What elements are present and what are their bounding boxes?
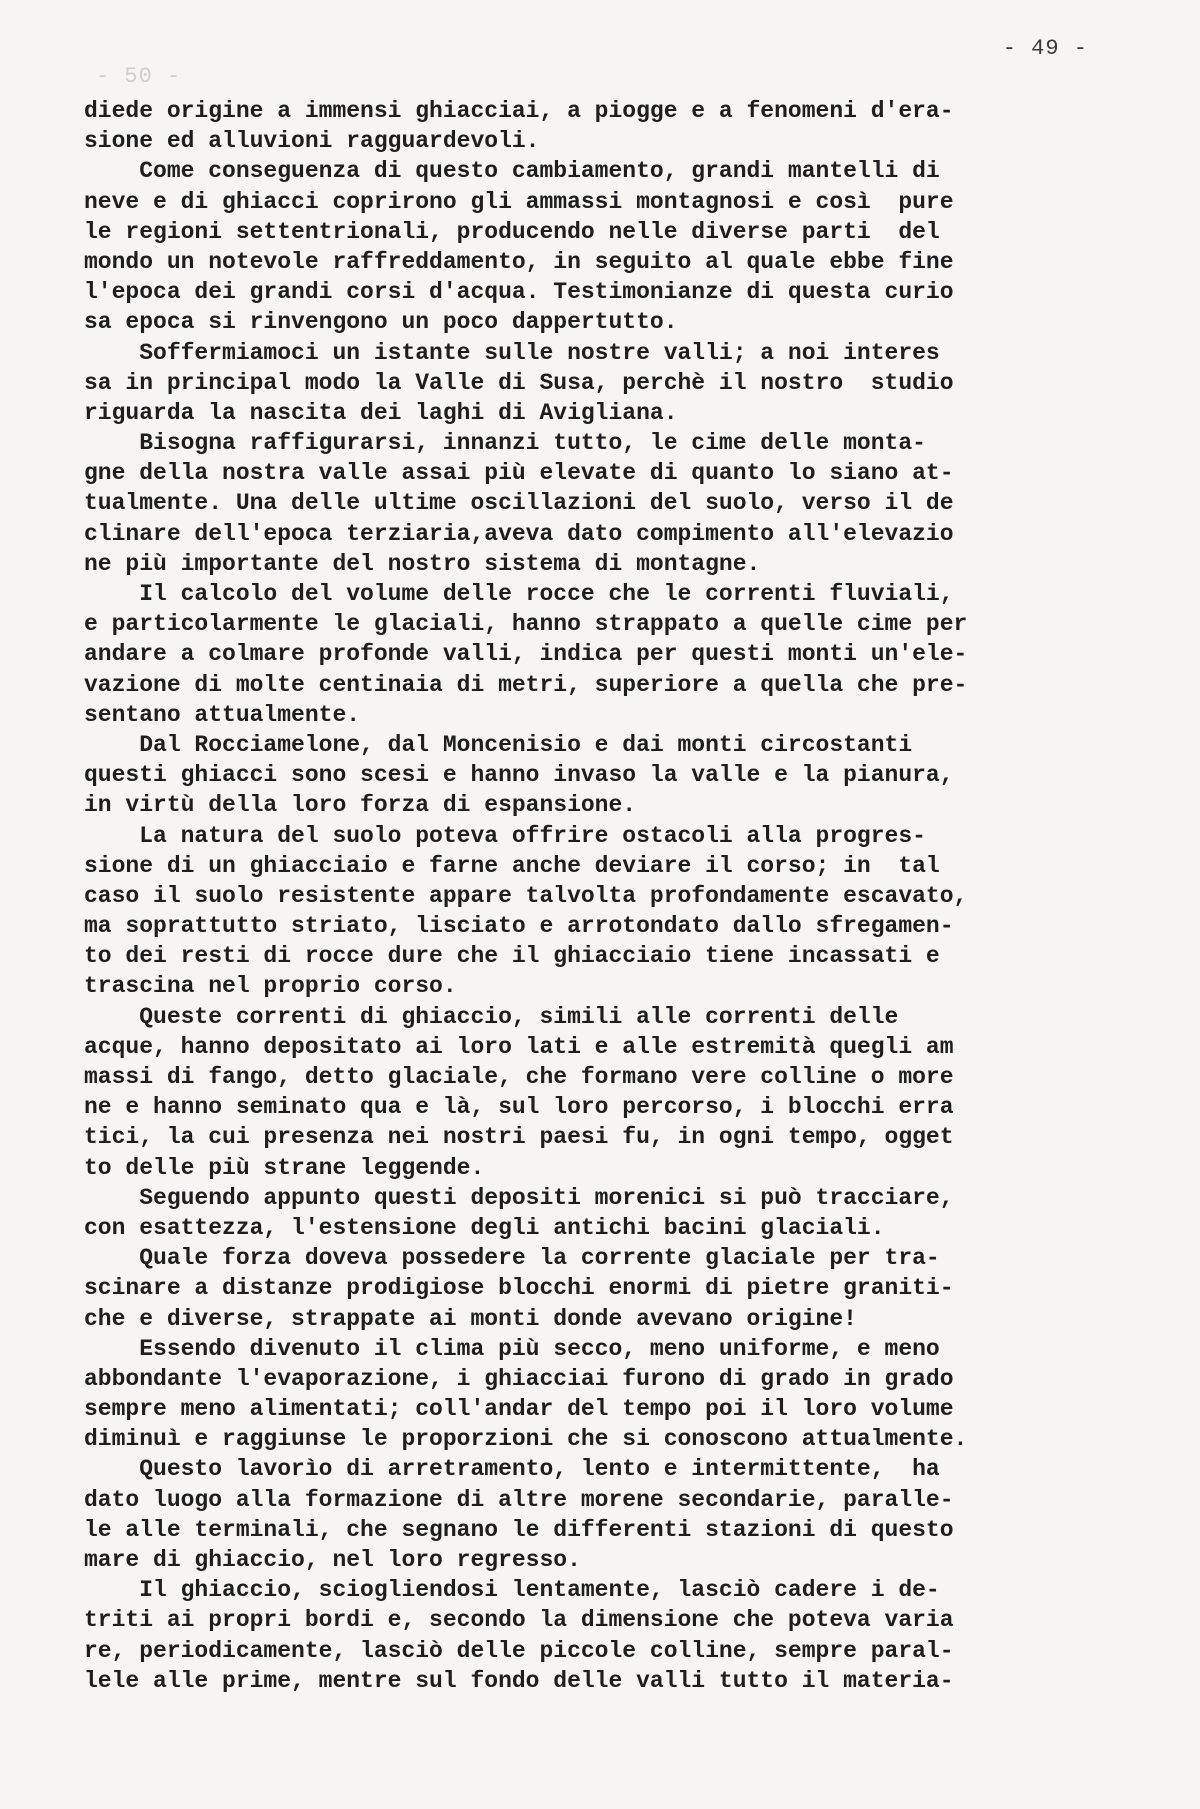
text-line: e particolarmente le glaciali, hanno strappato a quelle cime per bbox=[84, 611, 968, 638]
text-line: sentano attualmente. bbox=[84, 701, 361, 728]
text-line: tici, la cui presenza nei nostri paesi fu, in ogni tempo, ogget bbox=[84, 1124, 954, 1151]
text-line: acque, hanno depositato ai loro lati e alle estremità quegli am bbox=[84, 1033, 954, 1060]
text-line: sione ed alluvioni ragguardevoli. bbox=[84, 128, 540, 155]
text-line: ma soprattutto striato, lisciato e arrotondato dallo sfregamen- bbox=[84, 913, 954, 940]
text-line: abbondante l'evaporazione, i ghiacciai furono di grado in grado bbox=[84, 1365, 954, 1392]
text-line: to delle più strane leggende. bbox=[84, 1154, 485, 1181]
text-line: questi ghiacci sono scesi e hanno invaso la valle e la pianura, bbox=[84, 762, 954, 789]
text-line: sa in principal modo la Valle di Susa, perchè il nostro studio bbox=[84, 369, 954, 396]
text-line: dato luogo alla formazione di altre morene secondarie, paralle- bbox=[84, 1486, 954, 1513]
text-line: triti ai propri bordi e, secondo la dimensione che poteva varia bbox=[84, 1607, 954, 1634]
text-line: re, periodicamente, lasciò delle piccole colline, sempre paral- bbox=[84, 1637, 954, 1664]
text-line: Quale forza doveva possedere la corrente glaciale per tra- bbox=[84, 1245, 940, 1272]
text-line: Dal Rocciamelone, dal Moncenisio e dai monti circostanti bbox=[84, 731, 913, 758]
text-line: neve e di ghiacci coprirono gli ammassi montagnosi e così pure bbox=[84, 188, 954, 215]
text-line: Il ghiaccio, sciogliendosi lentamente, lasciò cadere i de- bbox=[84, 1577, 940, 1604]
body-text bbox=[84, 96, 1114, 1696]
page-number: - 49 - bbox=[1002, 36, 1088, 61]
text-line: trascina nel proprio corso. bbox=[84, 973, 457, 1000]
bleed-through-page-number: - 50 - bbox=[96, 64, 182, 89]
text-line: massi di fango, detto glaciale, che formano vere colline o more bbox=[84, 1064, 954, 1090]
text-line: sa epoca si rinvengono un poco dappertutto. bbox=[84, 309, 678, 336]
text-line: Seguendo appunto questi depositi morenici si può tracciare, bbox=[84, 1184, 954, 1211]
text-line: caso il suolo resistente appare talvolta profondamente escavato, bbox=[84, 882, 968, 909]
text-line: sione di un ghiacciaio e farne anche deviare il corso; in tal bbox=[84, 852, 940, 879]
text-line: gne della nostra valle assai più elevate di quanto lo siano at- bbox=[84, 460, 954, 487]
text-line: mare di ghiaccio, nel loro regresso. bbox=[84, 1547, 581, 1573]
text-line: diede origine a immensi ghiacciai, a piogge e a fenomeni d'era- bbox=[84, 98, 954, 124]
text-line: le alle terminali, che segnano le differenti stazioni di questo bbox=[84, 1516, 954, 1543]
text-line: Essendo divenuto il clima più secco, meno uniforme, e meno bbox=[84, 1335, 940, 1362]
text-line: vazione di molte centinaia di metri, superiore a quella che pre- bbox=[84, 671, 968, 698]
text-line: to dei resti di rocce dure che il ghiacciaio tiene incassati e bbox=[84, 943, 940, 970]
text-line: tualmente. Una delle ultime oscillazioni del suolo, verso il de bbox=[84, 490, 954, 517]
text-line: diminuì e raggiunse le proporzioni che si conoscono attualmente. bbox=[84, 1426, 968, 1453]
text-line: andare a colmare profonde valli, indica per questi monti un'ele- bbox=[84, 641, 968, 668]
text-line: lele alle prime, mentre sul fondo delle valli tutto il materia- bbox=[84, 1667, 954, 1694]
text-line: riguarda la nascita dei laghi di Avigliana. bbox=[84, 399, 678, 426]
text-line: clinare dell'epoca terziaria,aveva dato compimento all'elevazio bbox=[84, 520, 954, 547]
text-line: sempre meno alimentati; coll'andar del tempo poi il loro volume bbox=[84, 1396, 954, 1423]
text-line: mondo un notevole raffreddamento, in seguito al quale ebbe fine bbox=[84, 248, 954, 275]
text-line: l'epoca dei grandi corsi d'acqua. Testimonianze di questa curio bbox=[84, 279, 954, 306]
text-line: con esattezza, l'estensione degli antichi bacini glaciali. bbox=[84, 1214, 885, 1241]
text-line: ne e hanno seminato qua e là, sul loro percorso, i blocchi erra bbox=[84, 1094, 954, 1121]
text-line: ne più importante del nostro sistema di montagne. bbox=[84, 550, 761, 577]
text-line: Queste correnti di ghiaccio, simili alle correnti delle bbox=[84, 1003, 899, 1030]
text-line: Questo lavorìo di arretramento, lento e intermittente, ha bbox=[84, 1456, 940, 1483]
text-line: le regioni settentrionali, producendo nelle diverse parti del bbox=[84, 218, 940, 245]
text-line: scinare a distanze prodigiose blocchi enormi di pietre graniti- bbox=[84, 1275, 954, 1302]
text-line: Il calcolo del volume delle rocce che le correnti fluviali, bbox=[84, 581, 954, 607]
text-line: Soffermiamoci un istante sulle nostre valli; a noi interes bbox=[84, 339, 940, 366]
text-line: che e diverse, strappate ai monti donde avevano origine! bbox=[84, 1305, 857, 1332]
text-line: in virtù della loro forza di espansione. bbox=[84, 792, 637, 819]
text-line: Come conseguenza di questo cambiamento, grandi mantelli di bbox=[84, 158, 940, 185]
text-line: La natura del suolo poteva offrire ostacoli alla progres- bbox=[84, 822, 926, 849]
text-line: Bisogna raffigurarsi, innanzi tutto, le cime delle monta- bbox=[84, 430, 926, 457]
